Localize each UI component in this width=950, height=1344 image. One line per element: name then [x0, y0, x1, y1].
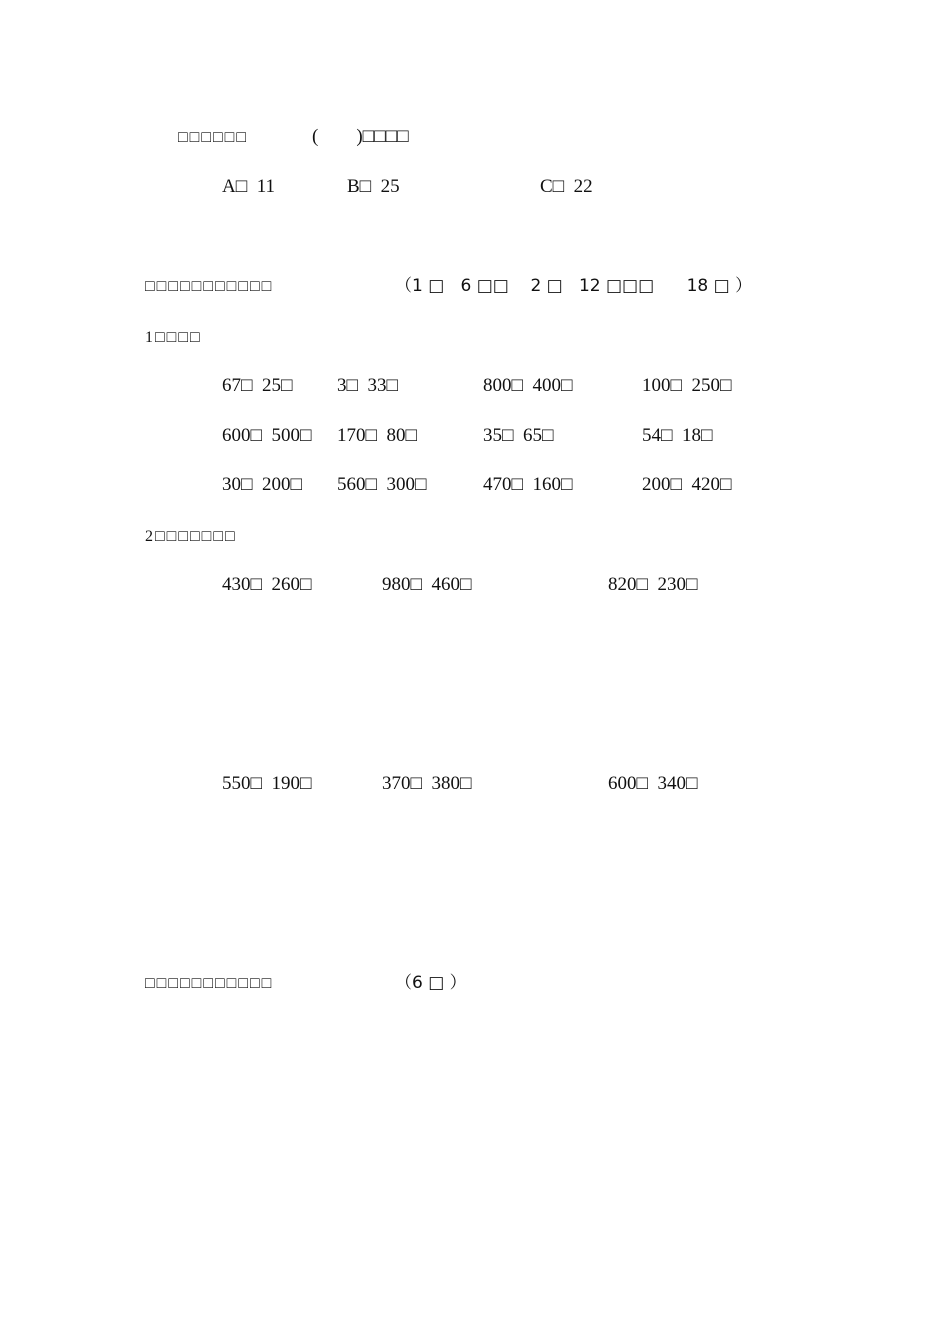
section-next-score: （6 □ ） [395, 973, 467, 993]
part1-item: 100□ 250□ [642, 375, 732, 396]
option-c: C□ 22 [540, 176, 593, 197]
part1-item: 54□ 18□ [642, 425, 713, 446]
part2-item: 430□ 260□ [222, 574, 312, 595]
part2-item: 980□ 460□ [382, 574, 472, 595]
part1-item: 470□ 160□ [483, 474, 573, 495]
section-next-title: □□□□□□□□□□□ [145, 975, 274, 992]
part1-item: 170□ 80□ [337, 425, 417, 446]
question-stem-answer-blank: ( )□□□□ [312, 126, 409, 147]
option-b: B□ 25 [347, 176, 400, 197]
part1-item: 35□ 65□ [483, 425, 554, 446]
part2-item: 820□ 230□ [608, 574, 698, 595]
part2-title: 2□□□□□□□ [145, 528, 237, 545]
part1-item: 560□ 300□ [337, 474, 427, 495]
part1-item: 800□ 400□ [483, 375, 573, 396]
part1-item: 30□ 200□ [222, 474, 302, 495]
option-a: A□ 11 [222, 176, 275, 197]
question-stem-prefix: □□□□□□ [178, 129, 248, 146]
part2-item: 600□ 340□ [608, 773, 698, 794]
part1-item: 200□ 420□ [642, 474, 732, 495]
part1-title: 1□□□□ [145, 329, 202, 346]
section-calc-score: （1 □ 6 □□ 2 □ 12 □□□ 18 □ ） [395, 276, 753, 296]
section-calc-title: □□□□□□□□□□□ [145, 278, 274, 295]
part2-item: 550□ 190□ [222, 773, 312, 794]
part1-item: 3□ 33□ [337, 375, 398, 396]
part1-item: 67□ 25□ [222, 375, 293, 396]
part2-item: 370□ 380□ [382, 773, 472, 794]
part1-item: 600□ 500□ [222, 425, 312, 446]
